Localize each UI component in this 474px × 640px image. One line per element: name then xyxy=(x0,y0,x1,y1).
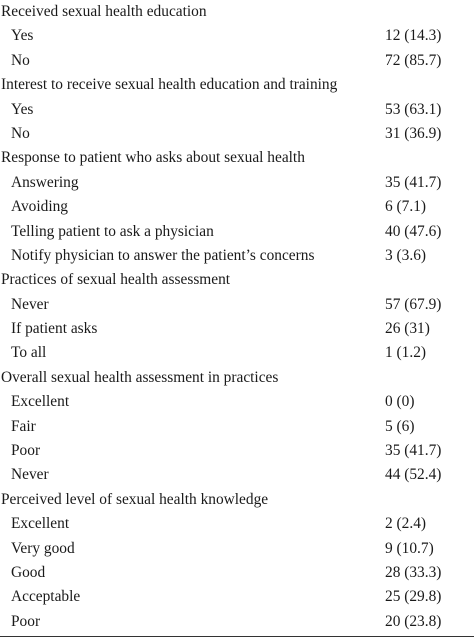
table-row xyxy=(0,561,474,585)
row-label: To all xyxy=(11,344,47,362)
row-label: Avoiding xyxy=(11,198,69,216)
row-label: Answering xyxy=(11,173,79,191)
section-title: Received sexual health education xyxy=(1,3,207,20)
table-row xyxy=(0,512,474,536)
section-title: Practices of sexual health assessment xyxy=(1,271,231,289)
table-row xyxy=(0,341,474,365)
row-value: 57 (67.9) xyxy=(385,295,442,313)
table-row xyxy=(0,317,474,341)
section-title: Response to patient who asks about sexual health xyxy=(1,149,305,167)
row-value: 9 (10.7) xyxy=(385,539,434,557)
row-label: Never xyxy=(11,295,49,313)
row-label: Good xyxy=(11,563,46,581)
row-value: 2 (2.4) xyxy=(385,515,427,533)
table-row xyxy=(0,171,474,195)
row-label: Poor xyxy=(11,442,41,460)
row-value: 1 (1.2) xyxy=(385,344,427,362)
row-label: Poor xyxy=(11,612,41,630)
table-row xyxy=(0,98,474,122)
section-header-row xyxy=(0,366,474,390)
table-bottom-rule xyxy=(0,636,474,637)
row-value: 6 (7.1) xyxy=(385,198,427,216)
table-row xyxy=(0,537,474,561)
section-header-row xyxy=(0,268,474,292)
row-label: Excellent xyxy=(11,515,70,533)
row-label: Telling patient to ask a physician xyxy=(11,222,214,240)
row-label: Acceptable xyxy=(11,588,81,606)
row-value: 35 (41.7) xyxy=(385,442,442,460)
row-value: 53 (63.1) xyxy=(385,100,442,118)
section-header-row xyxy=(0,488,474,512)
section-title: Interest to receive sexual health education and training xyxy=(1,76,338,94)
table-row xyxy=(0,463,474,487)
table-row xyxy=(0,220,474,244)
row-label: If patient asks xyxy=(11,320,98,338)
row-value: 72 (85.7) xyxy=(385,51,442,69)
row-label: Fair xyxy=(11,417,36,435)
row-value: 5 (6) xyxy=(385,417,415,435)
row-value: 40 (47.6) xyxy=(385,222,442,240)
table-row xyxy=(0,439,474,463)
row-label: Notify physician to answer the patient’s concerns xyxy=(11,246,315,264)
table-row xyxy=(0,390,474,414)
table-row xyxy=(0,24,474,48)
row-value: 35 (41.7) xyxy=(385,173,442,191)
table-row xyxy=(0,293,474,317)
row-label: Excellent xyxy=(11,393,70,411)
row-value: 26 (31) xyxy=(385,320,430,338)
row-label: Yes xyxy=(11,27,34,45)
row-label: Very good xyxy=(11,539,75,557)
row-value: 25 (29.8) xyxy=(385,588,442,606)
row-value: 44 (52.4) xyxy=(385,466,442,484)
row-value: 12 (14.3) xyxy=(385,27,442,45)
section-title: Perceived level of sexual health knowledge xyxy=(1,490,269,508)
row-label: Never xyxy=(11,466,49,484)
section-header-row xyxy=(0,146,474,170)
row-value: 0 (0) xyxy=(385,393,415,411)
section-header-row xyxy=(0,0,474,24)
table-row xyxy=(0,244,474,268)
section-title: Overall sexual health assessment in practices xyxy=(1,368,279,386)
section-header-row xyxy=(0,73,474,97)
table-row xyxy=(0,415,474,439)
table-row xyxy=(0,585,474,609)
row-value: 31 (36.9) xyxy=(385,124,442,142)
row-value: 20 (23.8) xyxy=(385,612,442,630)
row-label: Yes xyxy=(11,100,34,118)
table-row xyxy=(0,49,474,73)
row-value: 28 (33.3) xyxy=(385,563,442,581)
table-row xyxy=(0,195,474,219)
row-label: No xyxy=(11,124,30,142)
row-label: No xyxy=(11,51,30,69)
table-row xyxy=(0,610,474,634)
row-value: 3 (3.6) xyxy=(385,246,427,264)
table-row xyxy=(0,122,474,146)
